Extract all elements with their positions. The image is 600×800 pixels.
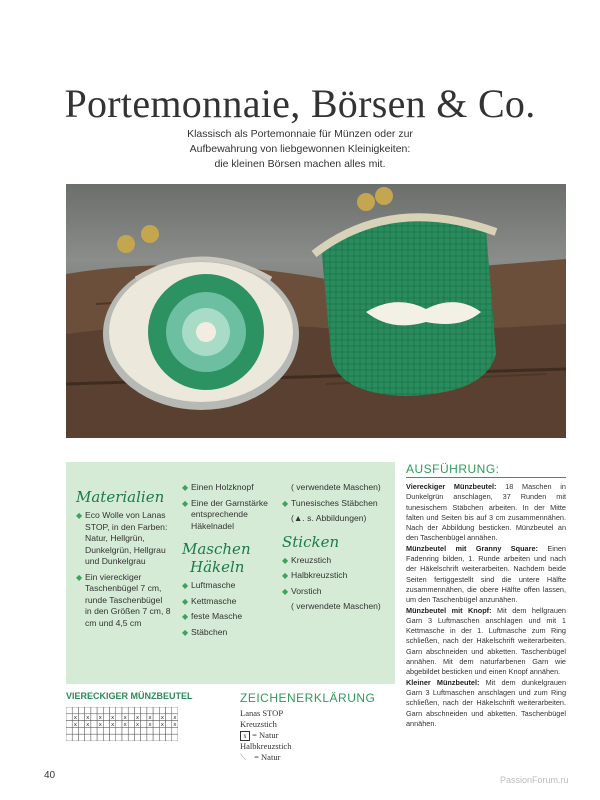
chart-cell	[116, 734, 122, 741]
chart-cell	[153, 714, 159, 721]
page-number: 40	[44, 770, 56, 781]
subtitle-line: die kleinen Börsen machen alles mit.	[214, 158, 386, 170]
chart-cell	[128, 714, 134, 721]
chart-cell	[153, 707, 159, 714]
chart-cell	[166, 734, 172, 741]
bullet-icon: ◆	[182, 483, 189, 492]
bullet-icon: ◆	[76, 572, 83, 582]
cross-stitch-icon: x	[123, 715, 127, 722]
cross-stitch-icon: x	[135, 715, 140, 722]
chart-cell	[91, 707, 97, 714]
chart-cell	[166, 727, 172, 734]
haekeln-heading: Häkeln	[190, 558, 245, 576]
cross-stitch-icon: x	[86, 721, 90, 728]
chart-cell	[122, 707, 128, 714]
chart-cell	[85, 707, 91, 714]
chart-cell	[116, 707, 122, 714]
bullet-icon: ◆	[282, 586, 289, 596]
chart-cell	[159, 727, 165, 734]
chart-cell	[72, 727, 78, 734]
chart-cell	[128, 721, 134, 728]
page-subtitle	[150, 127, 450, 172]
chart-cell	[116, 727, 122, 734]
chart-cell	[97, 734, 103, 741]
materials-column	[76, 484, 171, 629]
chart-cell	[91, 727, 97, 734]
chart-cell	[172, 707, 178, 714]
list-item: ◆ Einen Holzknopf	[182, 482, 254, 492]
chart-cell	[134, 734, 140, 741]
list-item: ( verwendete Maschen)	[291, 601, 381, 611]
chart-cell	[103, 707, 109, 714]
chart-cell	[166, 707, 172, 714]
chart-cell	[141, 707, 147, 714]
cross-stitch-icon: x	[160, 715, 165, 722]
legend-heading: ZEICHENERKLÄRUNG	[240, 691, 376, 705]
materials-column-2	[182, 482, 274, 638]
list-item: ◆ Halbkreuzstich	[282, 570, 348, 580]
cross-stitch-icon: x	[148, 715, 152, 722]
chart-cell	[103, 734, 109, 741]
chart-cell	[97, 707, 103, 714]
chart-cell	[78, 734, 84, 741]
chart-cell	[103, 721, 109, 728]
chart-cell	[110, 727, 116, 734]
chart-cell	[172, 727, 178, 734]
chart-cell	[159, 707, 165, 714]
chart-cell	[153, 721, 159, 728]
cross-stitch-icon: x	[86, 715, 90, 722]
purses-photo	[66, 184, 566, 438]
chart-cell	[153, 727, 159, 734]
cross-stitch-icon: x	[111, 721, 115, 728]
bullet-icon: ◆	[182, 627, 189, 637]
chart-cell	[128, 734, 134, 741]
subtitle-line: Aufbewahrung von liebgewonnen Kleinigkeiten:	[189, 143, 411, 155]
list-item: ◆ Kreuzstich	[282, 554, 332, 565]
section-text: Mit dem hellgrauen Garn 3 Luftmaschen anschlagen und mit 1 Kettmasche in der 1. Luftmasche zum Ring schließen, nach der Häkelschrift weiterarbeiten. Garn abschneiden und abketten. Taschenbügel annähen. Mit dem naturfarbenen Garn wie abgebildet besticken und einen Knopf annähen.	[406, 605, 566, 677]
chart-cell	[103, 714, 109, 721]
list-item: ◆ Luftmasche	[182, 580, 236, 590]
section-text: 18 Maschen in Dunkelgrün anschlagen, 37 Runden mit tunesischem Stäbchen arbeiten. In der Mitte falten und Seiten bis auf 3 cm zusammennähen. Nach der Abbildung besticken. Münzbeutel an den Taschenbügel annähen.	[406, 482, 566, 543]
section-title: Münzbeutel mit Granny Square:	[406, 543, 538, 553]
subtitle-line: Klassisch als Portemonnaie für Münzen oder zur	[187, 128, 413, 140]
heading-divider	[406, 477, 566, 478]
section-text: Einen Fadenring bilden, 1. Runde arbeiten und nach der Häkelschrift weiterarbeiten. Nachdem beide Seiten fertiggestellt sind die untere Hälfte zusammennähen, die obere Hälfte offen lassen, um den Taschenbügel anzunähen.	[406, 543, 566, 605]
instructions-heading: AUSFÜHRUNG:	[406, 462, 500, 476]
cross-stitch-icon: x	[111, 715, 115, 722]
chart-title: VIERECKIGER MÜNZBEUTEL	[66, 691, 193, 701]
section-text: Mit dem dunkelgrauen Garn 3 Luftmaschen anschlagen und zum Ring schließen, nach der Häkelschrift weiterarbeiten. Garn abschneiden und abketten. Taschenbügel annähen.	[406, 677, 566, 728]
list-item: ◆ Vorstich	[282, 585, 322, 596]
watermark: PassionForum.ru	[500, 775, 569, 785]
chart-cell	[66, 734, 72, 741]
legend-label: Kreuzstich	[240, 719, 277, 729]
legend-entry: x = Natur	[240, 730, 291, 741]
chart-cell	[128, 707, 134, 714]
bullet-icon: ◆	[182, 581, 189, 590]
chart-cell	[153, 734, 159, 741]
legend	[240, 708, 291, 763]
chart-cell	[91, 714, 97, 721]
chart-cell	[141, 727, 147, 734]
cross-stitch-icon: x	[240, 731, 250, 741]
half-cross-stitch-icon: ⟍	[240, 752, 246, 762]
list-item: ◆ Tunesisches Stäbchen	[282, 497, 378, 508]
materials-heading: Materialien	[76, 488, 165, 506]
chart-cell	[122, 734, 128, 741]
chart-cell	[147, 734, 153, 741]
legend-label: Halbkreuzstich	[240, 741, 292, 751]
section-title: Münzbeutel mit Knopf:	[406, 605, 492, 615]
legend-entry: ⟍ = Natur	[240, 752, 281, 762]
bullet-icon: ◆	[282, 555, 289, 565]
list-item: ◆ Kettmasche	[182, 595, 237, 606]
list-item: ◆ feste Masche	[182, 611, 243, 621]
maschen-heading: Maschen	[182, 540, 251, 558]
cross-stitch-icon: x	[98, 721, 102, 728]
materials-panel	[66, 462, 395, 684]
chart-cell	[134, 727, 140, 734]
chart-cell	[159, 734, 165, 741]
list-item: ◆ Stäbchen	[182, 626, 228, 637]
sticken-heading: Sticken	[282, 532, 340, 551]
cross-stitch-icon: x	[135, 721, 140, 728]
legend-brand: Lanas STOP	[240, 708, 284, 718]
chart-cell	[172, 734, 178, 741]
bullet-icon: ◆	[282, 571, 289, 580]
chart-cell	[122, 727, 128, 734]
bullet-icon: ◆	[182, 498, 189, 508]
chart-cell	[78, 707, 84, 714]
list-item: ◆ Eco Wolle von Lanas STOP, in den Farben: Natur, Hellgrün, Dunkelgrün, Hellgrau und Dunkelgrau	[76, 510, 168, 566]
list-item: (▲. s. Abbildungen)	[291, 513, 367, 523]
chart-cell	[103, 727, 109, 734]
bullet-icon: ◆	[182, 612, 189, 621]
chart-cell	[66, 727, 72, 734]
chart-cell	[116, 721, 122, 728]
bullet-icon: ◆	[76, 511, 83, 520]
chart-cell	[66, 721, 72, 728]
chart-cell	[85, 734, 91, 741]
chart-cell	[78, 727, 84, 734]
chart-cell	[97, 727, 103, 734]
chart-cell	[85, 727, 91, 734]
list-item: ( verwendete Maschen)	[291, 482, 381, 492]
bullet-icon: ◆	[182, 596, 189, 606]
cross-stitch-icon: x	[173, 721, 177, 728]
chart-cell	[141, 714, 147, 721]
chart-cell	[78, 721, 84, 728]
cross-stitch-icon: x	[173, 715, 177, 722]
chart-cell	[72, 707, 78, 714]
chart-cell	[110, 734, 116, 741]
chart-cell	[66, 707, 72, 714]
chart-cell	[134, 707, 140, 714]
page-title: Portemonnaie, Börsen & Co.	[64, 81, 536, 126]
bullet-icon: ◆	[282, 498, 289, 508]
cross-stitch-icon: x	[73, 715, 77, 722]
chart-cell	[110, 707, 116, 714]
materials-column-3	[282, 482, 382, 613]
chart-cell	[141, 721, 147, 728]
list-item: ◆ Eine der Garnstärke entsprechende Häkelnadel	[182, 497, 268, 531]
chart-cell	[147, 707, 153, 714]
cross-stitch-icon: x	[98, 715, 102, 722]
chart-cell	[147, 727, 153, 734]
cross-stitch-icon: x	[73, 721, 77, 728]
instructions-text	[406, 482, 566, 729]
section-title: Kleiner Münzbeutel:	[406, 677, 480, 687]
list-item: ◆ Ein viereckiger Taschenbügel 7 cm, runde Taschenbügel in den Größen 7 cm, 8 cm und 4,5 cm	[76, 571, 171, 628]
cross-stitch-icon: x	[123, 721, 127, 728]
chart-cell	[78, 714, 84, 721]
chart-cell	[72, 734, 78, 741]
chart-cell	[116, 714, 122, 721]
chart-cell	[66, 714, 72, 721]
chart-cell	[128, 727, 134, 734]
chart-cell	[166, 721, 172, 728]
stitch-chart	[66, 707, 178, 741]
chart-cell	[91, 734, 97, 741]
cross-stitch-icon: x	[148, 721, 152, 728]
chart-cell	[141, 734, 147, 741]
chart-cell	[91, 721, 97, 728]
cross-stitch-icon: x	[160, 721, 165, 728]
chart-cell	[166, 714, 172, 721]
section-title: Viereckiger Münzbeutel:	[406, 482, 497, 491]
